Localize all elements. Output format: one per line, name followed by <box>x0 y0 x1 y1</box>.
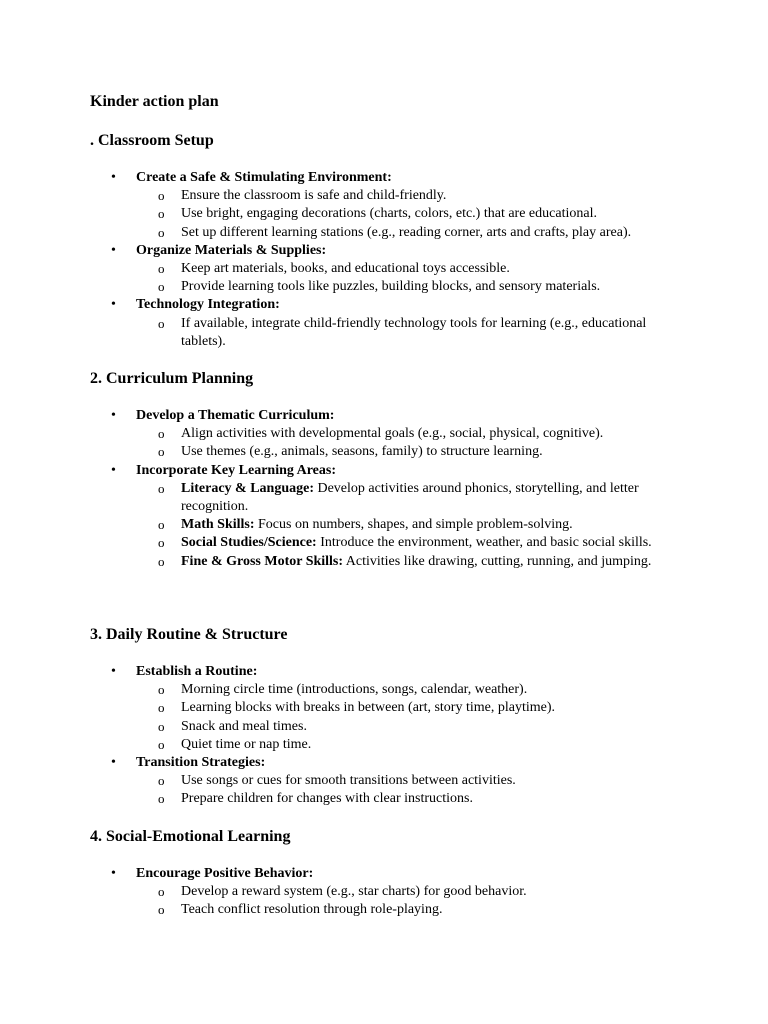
circle-bullet-icon: o <box>158 791 165 807</box>
sub-item-text: Morning circle time (introductions, songs, calendar, weather). <box>181 682 528 698</box>
sub-item-lead: Math Skills: <box>181 517 255 533</box>
item-label: Encourage Positive Behavior: <box>136 866 314 881</box>
sub-item-text: Develop activities around phonics, storytelling, and letter recognition. <box>181 480 639 515</box>
sub-item-text: Use bright, engaging decorations (charts, colors, etc.) that are educational. <box>181 206 597 222</box>
circle-bullet-icon: o <box>158 700 165 716</box>
sub-list <box>136 681 710 754</box>
circle-bullet-icon: o <box>158 517 165 533</box>
bullet-icon: • <box>111 408 116 423</box>
list-item <box>90 865 710 920</box>
circle-bullet-icon: o <box>158 553 165 569</box>
sub-item-text: Use songs or cues for smooth transitions between activities. <box>181 773 516 789</box>
sub-list-item <box>90 553 675 571</box>
sub-list-item <box>90 260 675 278</box>
sub-item-text: Use themes (e.g., animals, seasons, family) to structure learning. <box>181 444 543 460</box>
section-heading: 4. Social-Emotional Learning <box>90 828 291 845</box>
bullet-icon: • <box>111 170 116 185</box>
sub-item-lead: Fine & Gross Motor Skills: <box>181 553 344 569</box>
item-label: Organize Materials & Supplies: <box>136 242 327 258</box>
sub-list-item <box>90 205 675 223</box>
circle-bullet-icon: o <box>158 206 165 222</box>
bullet-icon: • <box>111 866 116 881</box>
item-label: Establish a Routine: <box>136 664 258 679</box>
sub-list-item <box>90 516 675 534</box>
circle-bullet-icon: o <box>158 444 165 460</box>
sub-list-item <box>90 480 675 516</box>
circle-bullet-icon: o <box>158 315 165 331</box>
item-label: Transition Strategies: <box>136 755 266 771</box>
sub-item-text: Align activities with developmental goals (e.g., social, physical, cognitive). <box>181 426 604 442</box>
sub-list-item <box>90 718 675 736</box>
list-item <box>90 407 710 462</box>
sub-list <box>136 772 710 808</box>
sub-list-item <box>90 443 675 461</box>
sub-list-item <box>90 736 675 754</box>
list-item <box>90 296 710 351</box>
sub-item-text: If available, integrate child-friendly technology tools for learning (e.g., educational tablets). <box>181 315 647 349</box>
sub-item-text: Learning blocks with breaks in between (art, story time, playtime). <box>181 700 556 716</box>
sub-list <box>136 187 710 242</box>
section-heading: 3. Daily Routine & Structure <box>90 626 288 643</box>
item-label: Incorporate Key Learning Areas: <box>136 462 336 478</box>
item-label: Technology Integration: <box>136 297 280 313</box>
sub-list-item <box>90 699 675 717</box>
sub-list-item <box>90 901 675 919</box>
bullet-list <box>90 169 710 351</box>
sub-list-item <box>90 187 675 205</box>
sub-item-text: Snack and meal times. <box>181 718 307 734</box>
circle-bullet-icon: o <box>158 261 165 277</box>
bullet-icon: • <box>111 755 116 771</box>
bullet-list <box>90 407 710 571</box>
sub-list <box>136 260 710 296</box>
sub-list <box>136 480 710 571</box>
sub-item-text: Ensure the classroom is safe and child-friendly. <box>181 188 447 204</box>
sub-list <box>136 883 710 919</box>
sub-list-item <box>90 681 675 699</box>
sub-list-item <box>90 772 675 790</box>
sub-list <box>136 315 710 351</box>
section-curriculum-planning <box>90 369 710 571</box>
circle-bullet-icon: o <box>158 188 165 204</box>
bullet-list <box>90 663 710 809</box>
section-heading: 2. Curriculum Planning <box>90 370 254 387</box>
sub-item-text: Set up different learning stations (e.g., reading corner, arts and crafts, play area). <box>181 224 632 240</box>
sub-item-text: Activities like drawing, cutting, running, and jumping. <box>343 553 652 569</box>
circle-bullet-icon: o <box>158 902 165 918</box>
sub-item-lead: Literacy & Language: <box>181 480 314 496</box>
list-item <box>90 242 710 297</box>
circle-bullet-icon: o <box>158 480 165 496</box>
list-item <box>90 169 710 242</box>
sub-item-text: Provide learning tools like puzzles, building blocks, and sensory materials. <box>181 279 601 295</box>
list-item <box>90 754 710 809</box>
sub-item-text: Teach conflict resolution through role-playing. <box>181 902 443 918</box>
sub-list-item <box>90 315 675 351</box>
circle-bullet-icon: o <box>158 884 165 900</box>
circle-bullet-icon: o <box>158 736 165 752</box>
document-title: Kinder action plan <box>90 93 219 110</box>
circle-bullet-icon: o <box>158 682 165 698</box>
circle-bullet-icon: o <box>158 224 165 240</box>
item-label: Create a Safe & Stimulating Environment: <box>136 170 392 185</box>
sub-list-item <box>90 224 675 242</box>
circle-bullet-icon: o <box>158 773 165 789</box>
sub-list-item <box>90 790 675 808</box>
sub-item-lead: Social Studies/Science: <box>181 535 317 551</box>
sub-item-text: Introduce the environment, weather, and basic social skills. <box>316 535 652 551</box>
sub-item-text: Prepare children for changes with clear instructions. <box>181 791 473 807</box>
sub-item-text: Focus on numbers, shapes, and simple problem-solving. <box>254 517 573 533</box>
section-heading: . Classroom Setup <box>90 132 214 149</box>
circle-bullet-icon: o <box>158 718 165 734</box>
list-item <box>90 462 710 571</box>
sub-list-item <box>90 534 675 552</box>
list-item <box>90 663 710 754</box>
circle-bullet-icon: o <box>158 535 165 551</box>
sub-list-item <box>90 425 675 443</box>
bullet-icon: • <box>111 297 116 313</box>
sub-list-item <box>90 883 675 901</box>
sub-item-text: Quiet time or nap time. <box>181 736 312 752</box>
section-social-emotional <box>90 827 710 920</box>
sub-item-text: Develop a reward system (e.g., star charts) for good behavior. <box>181 884 527 900</box>
item-label: Develop a Thematic Curriculum: <box>136 408 335 423</box>
bullet-list <box>90 865 710 920</box>
bullet-icon: • <box>111 462 116 478</box>
circle-bullet-icon: o <box>158 279 165 295</box>
circle-bullet-icon: o <box>158 426 165 442</box>
sub-list-item <box>90 278 675 296</box>
sub-item-text: Keep art materials, books, and educational toys accessible. <box>181 261 510 277</box>
sub-list <box>136 425 710 461</box>
section-classroom-setup <box>90 131 710 351</box>
bullet-icon: • <box>111 664 116 679</box>
bullet-icon: • <box>111 242 116 258</box>
section-daily-routine <box>90 625 710 809</box>
